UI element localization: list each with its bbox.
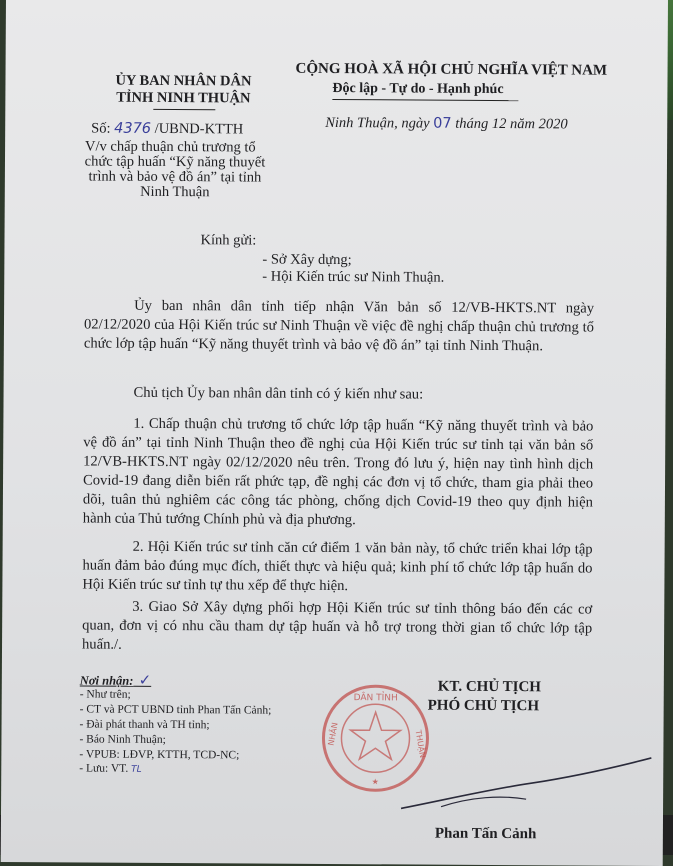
- signer-title-2: PHÓ CHỦ TỊCH: [427, 697, 540, 715]
- national-title: CỘNG HOÀ XÃ HỘI CHỦ NGHĨA VIỆT NAM: [295, 60, 608, 79]
- svg-text:THUẬN: THUẬN: [413, 729, 428, 759]
- body-paragraph-item-2: 2. Hội Kiến trúc sư tỉnh căn cứ điểm 1 văn bản này, tổ chức triển khai lớp tập huấn đảm bảo đúng mục đích, thiết thực và hiệu quả; kinh phí tổ chức lớp tập huấn do Hội Kiến trúc sư tỉnh tự thu xếp để thực hiện.: [82, 538, 593, 595]
- signer-name: Phan Tấn Cảnh: [434, 825, 537, 843]
- distribution-item: - VPUB: LĐVP, KTTH, TCD-NC;: [79, 748, 240, 762]
- svg-text:NHÂN: NHÂN: [326, 721, 340, 747]
- distribution-item: - Lưu: VT. TL: [79, 762, 142, 775]
- body-paragraph-opinion: Chủ tịch Ủy ban nhân dân tỉnh có ý kiến như sau:: [133, 384, 424, 403]
- motto-underline: [332, 99, 518, 101]
- svg-text:★: ★: [371, 777, 379, 787]
- distribution-item: - Như trên;: [79, 688, 131, 701]
- distribution-item: - Báo Ninh Thuận;: [79, 733, 166, 746]
- handwritten-number: 4376: [114, 120, 152, 137]
- recipient-item-1: - Sở Xây dựng;: [262, 251, 352, 269]
- salutation: Kính gửi:: [200, 232, 257, 249]
- distribution-item: - CT và PCT UBND tỉnh Phan Tấn Cảnh;: [79, 703, 272, 717]
- subject-line-3: trình và bảo vệ đồ án” tại tỉnh: [88, 168, 262, 186]
- subject-line-2: chức tập huấn “Kỹ năng thuyết: [84, 153, 266, 171]
- body-paragraph-item-3: 3. Giao Sở Xây dựng phối hợp Hội Kiến trúc sư tỉnh thông báo đến các cơ quan, đơn vị có nhu cầu tham dự tập huấn và hỗ trợ trong thời gian tổ chức lớp tập huấn./.: [81, 598, 593, 653]
- place-date: Ninh Thuận, ngày 07 tháng 12 năm 2020: [325, 114, 568, 133]
- recipient-item-2: - Hội Kiến trúc sư Ninh Thuận.: [262, 268, 445, 286]
- issuer-underline: [153, 109, 215, 110]
- subject-line-4: Ninh Thuận: [140, 183, 210, 201]
- handwritten-day: 07: [433, 115, 452, 132]
- issuer-line-1: ỦY BAN NHÂN DÂN: [115, 72, 252, 90]
- svg-text:DÂN TỈNH: DÂN TỈNH: [353, 693, 398, 704]
- issuer-line-2: TỈNH NINH THUẬN: [116, 89, 251, 107]
- document-page: [1, 0, 668, 866]
- distribution-item: - Đài phát thanh và TH tỉnh;: [79, 718, 210, 732]
- subject-line-1: V/v chấp thuận chủ trương tổ: [85, 138, 256, 156]
- national-motto: Độc lập - Tự do - Hạnh phúc: [332, 80, 504, 98]
- signer-title-1: KT. CHỦ TỊCH: [437, 678, 542, 696]
- body-paragraph-item-1: 1. Chấp thuận chủ trương tổ chức lớp tập huấn “Kỹ năng thuyết trình và bảo vệ đồ án” tại tỉnh Ninh Thuận theo đề nghị của Hội Kiến trúc sư tỉnh tại văn bản số 12/VB-HKTS.NT ngày 02/12/2020 nêu trên. Trong đó lưu ý, hiện nay tình hình dịch Covid-19 đang diễn biến rất phức tạp, đề nghị các đơn vị tổ chức, tham gia phải theo dõi, tuân thủ nghiêm các công tác phòng, chống dịch Covid-19 theo quy định hiện hành của Thủ tướng Chính phủ và địa phương.: [82, 415, 594, 529]
- body-paragraph-intro: Ủy ban nhân dân tỉnh tiếp nhận Văn bản số 12/VB-HKTS.NT ngày 02/12/2020 của Hội Kiến trúc sư Ninh Thuận về việc đề nghị chấp thuận chủ trương tổ chức lớp tập huấn “Kỹ năng thuyết trình và bảo vệ đồ án” tại tỉnh Ninh Thuận.: [83, 297, 595, 355]
- document-number: Số: 4376 /UBND-KTTH: [91, 120, 244, 138]
- distribution-heading: Nơi nhận: ✓: [79, 670, 152, 689]
- signature-icon: [381, 738, 662, 830]
